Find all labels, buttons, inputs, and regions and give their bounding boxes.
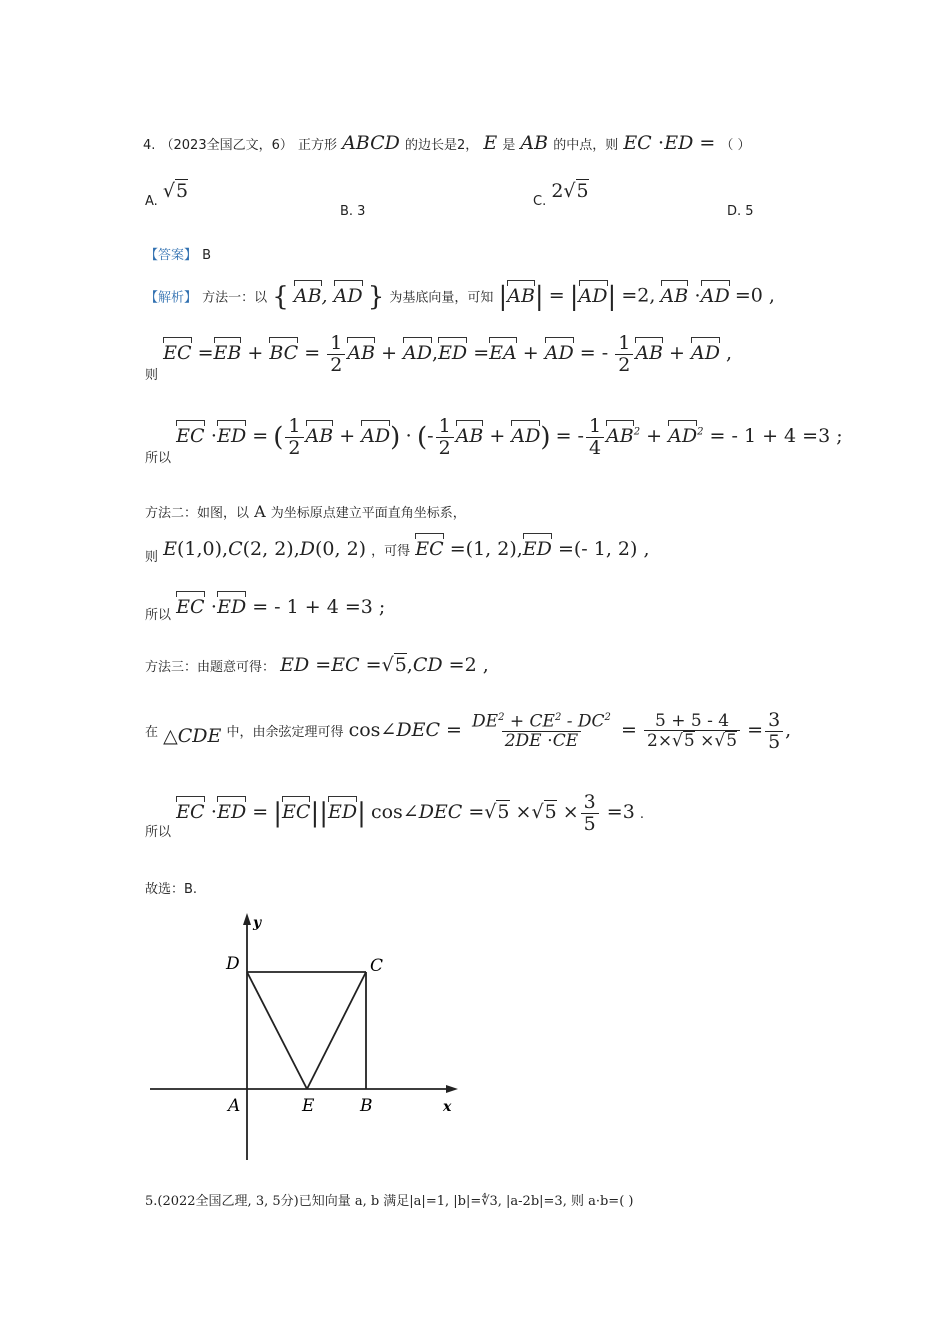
coordinate-figure	[140, 905, 470, 1165]
option-a: A. √5	[145, 180, 189, 209]
label-y: y	[253, 915, 262, 931]
method2-result: $_{所以}$ EC ⋅ED = - 1 + 4 =3 ;	[145, 596, 386, 623]
answer-value: B	[202, 248, 212, 263]
method3-cosine: 在 △CDE 中，由余弦定理可得 cos∠DEC = $\frac{DE^2 + CE^2 - DC^2}{2DE \cdot CE}$ = $\frac{5 + 5 - 4}{2\times√5 \times√5}$ = $\frac{3}{5}$ ,	[145, 709, 792, 753]
method1-line2: $_则$ EC =EB + BC = $\frac{1}{2}$ AB + AD,ED =EA + AD = - $\frac{1}{2}$ AB + AD ,	[145, 332, 733, 383]
method2-intro: 方法二：如图，以 A 为坐标原点建立平面直角坐标系，	[145, 502, 466, 521]
analysis-tag: 【解析】	[145, 290, 198, 306]
method2-coords: $_则$ E(1,0),C(2, 2),D(0, 2) ，可得 EC =(1, 2),ED =(- 1, 2) ,	[145, 538, 650, 565]
y-axis-arrow	[243, 913, 251, 925]
option-b: B. 3	[340, 204, 366, 219]
method1-line1: 【解析】 方法一：以 { AB, AD } 为基底向量，可知 |AB| = |AD| =2, AB ⋅AD =0 ,	[145, 282, 775, 312]
answer-line	[145, 244, 211, 263]
option-c: C. 2√5	[533, 180, 589, 209]
answer-tag: 【答案】	[145, 248, 198, 263]
math-abcd: ABCD	[342, 132, 400, 154]
method3-result: $_{所以}$ EC ⋅ED = |EC||ED| cos∠DEC =√5 ×√5 × $\frac{3}{5}$ =3 .	[145, 791, 645, 840]
method3-intro: 方法三：由题意可得： ED =EC =√5,CD =2 ,	[145, 654, 489, 676]
label-b: B	[360, 1096, 373, 1116]
label-d: D	[226, 954, 240, 974]
method1-line3: $_{所以}$ EC ⋅ED = ( $\frac{1}{2}$ AB + AD) ⋅ (- $\frac{1}{2}$ AB + AD) = - $\frac{1}{4}$ $AB^2 + AD^2$ = - 1 + 4 =3 ;	[145, 415, 843, 466]
question-5: 5.(2022全国乙理, 3, 5分)已知向量 a, b 满足|a|=1, |b|=∜3, |a-2b|=3, 则 a·b=( )	[145, 1194, 634, 1209]
option-d: D. 5	[727, 204, 754, 219]
x-axis-arrow	[446, 1085, 458, 1093]
segment-ec	[307, 972, 366, 1089]
conclusion: 故选：B.	[145, 882, 198, 897]
question-source: （2023全国乙文，6）	[160, 138, 293, 153]
label-a: A	[228, 1096, 241, 1116]
label-x: x	[443, 1099, 452, 1115]
label-e: E	[302, 1096, 315, 1116]
math-ec-dot-ed: EC ⋅ED =	[623, 132, 716, 154]
label-c: C	[370, 956, 384, 976]
question-4-stem: 4. （2023全国乙文，6） 正方形 ABCD 的边长是2， E 是 AB 的中点，则 EC ⋅ED = （ ）	[143, 132, 751, 154]
question-number: 4.	[143, 138, 156, 153]
segment-de	[247, 972, 307, 1089]
